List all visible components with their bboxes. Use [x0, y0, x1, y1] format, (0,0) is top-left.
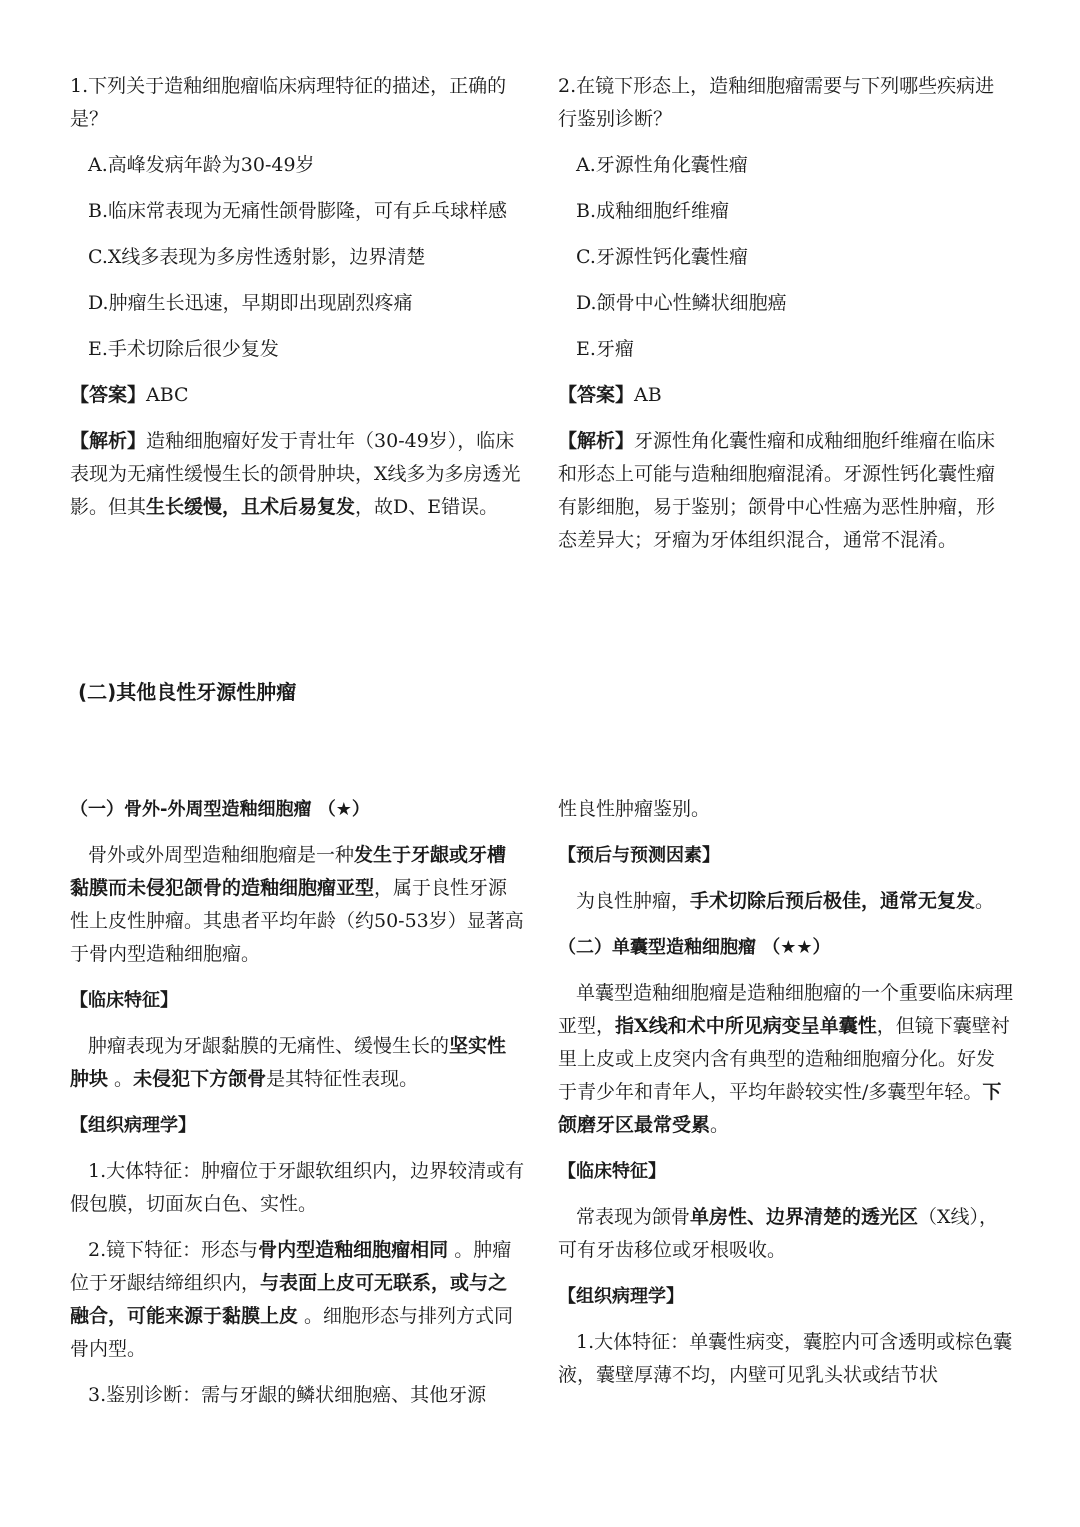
clinical-paragraph [558, 1201, 1013, 1267]
intro-paragraph [70, 839, 525, 971]
option-d: D.肿瘤生长迅速，早期即出现剧烈疼痛 [88, 292, 413, 314]
histo-item-1: 1.大体特征：单囊性病变，囊腔内可含透明或棕色囊液，囊壁厚薄不均，内壁可见乳头状或结节状 [558, 1331, 1013, 1386]
emphasis: 发生于牙龈或牙槽黏膜而未侵犯颌骨的造釉细胞瘤亚型 [70, 844, 507, 899]
answer-label: 【答案】 [558, 384, 635, 406]
text: ，属于良性牙源性上皮性肿瘤。其患者平均年龄（约50-53岁）显著高于骨内型造釉细胞瘤。 [70, 877, 524, 965]
intro-paragraph [558, 977, 1013, 1142]
text: 骨外或外周型造釉细胞瘤是一种 [88, 844, 355, 866]
analysis [558, 425, 1013, 557]
prognosis-label: 【预后与预测因素】 [558, 845, 720, 866]
emphasis: 与表面上皮可无联系，或与之融合，可能来源于黏膜上皮 [70, 1272, 508, 1327]
answer-value: AB [634, 384, 662, 406]
analysis-text: 牙源性角化囊性瘤和成釉细胞纤维瘤在临床和形态上可能与造釉细胞瘤混淆。牙源性钙化囊性瘤有影细胞，易于鉴别；颌骨中心性癌为恶性肿瘤，形态差异大；牙瘤为牙体组织混合，通常不混淆。 [558, 430, 996, 551]
text: 。 [108, 1068, 134, 1090]
emphasis: 单房性、边界清楚的透光区 [690, 1206, 919, 1228]
text: 2.镜下特征：形态与 [88, 1239, 259, 1261]
text: 。肿瘤位于牙龈结缔组织内， [70, 1239, 512, 1294]
question-2-stem: 2.在镜下形态上，造釉细胞瘤需要与下列哪些疾病进行鉴别诊断？ [558, 75, 995, 130]
text: 为良性肿瘤， [576, 890, 691, 912]
histopathology-label: 【组织病理学】 [558, 1286, 684, 1307]
analysis-label: 【解析】 [70, 430, 147, 452]
option-a: A.牙源性角化囊性瘤 [576, 154, 748, 176]
text: 。细胞形态与排列方式同骨内型。 [70, 1305, 514, 1360]
peripheral-ameloblastoma-section [70, 793, 525, 1412]
analysis-label: 【解析】 [558, 430, 635, 452]
option-d: D.颌骨中心性鳞状细胞癌 [576, 292, 787, 314]
text: 是其特征性表现。 [266, 1068, 419, 1090]
emphasis: 未侵犯下方颌骨 [133, 1068, 267, 1090]
subsection-heading: （二）单囊型造釉细胞瘤 （★★） [558, 937, 831, 958]
text: 常表现为颌骨 [576, 1206, 691, 1228]
analysis-text: 造釉细胞瘤好发于青壮年（30-49岁），临床表现为无痛性缓慢生长的颌骨肿块，X线多为多房透光影。但其 [70, 430, 521, 518]
option-c: C.X线多表现为多房性透射影，边界清楚 [88, 246, 426, 268]
option-a: A.高峰发病年龄为30-49岁 [88, 154, 315, 176]
prognosis-paragraph [558, 885, 1013, 918]
option-e: E.手术切除后很少复发 [88, 338, 279, 360]
emphasis: 坚实性肿块 [70, 1035, 507, 1090]
option-b: B.成釉细胞纤维瘤 [576, 200, 730, 222]
text: 。 [710, 1114, 730, 1136]
subsection-heading: （一）骨外-外周型造釉细胞瘤 （★） [70, 799, 370, 820]
histo-item-3: 3.鉴别诊断：需与牙龈的鳞状细胞癌、其他牙源 [88, 1384, 487, 1406]
question-1 [70, 70, 525, 524]
text: （X线），可有牙齿移位或牙根吸收。 [558, 1206, 999, 1261]
answer-label: 【答案】 [70, 384, 147, 406]
option-c: C.牙源性钙化囊性瘤 [576, 246, 748, 268]
continued-text: 性良性肿瘤鉴别。 [558, 798, 711, 820]
emphasis: 骨内型造釉细胞瘤相同 [258, 1239, 449, 1261]
text: 单囊型造釉细胞瘤是造釉细胞瘤的一个重要临床病理亚型， [558, 982, 1014, 1037]
option-b: B.临床常表现为无痛性颌骨膨隆，可有乒乓球样感 [88, 200, 508, 222]
emphasis: 手术切除后预后极佳，通常无复发 [690, 890, 976, 912]
emphasis: 指X线和术中所见病变呈单囊性 [615, 1015, 877, 1037]
emphasis: 下颌磨牙区最常受累 [558, 1081, 1002, 1136]
histo-item-1: 1.大体特征：肿瘤位于牙龈软组织内，边界较清或有假包膜，切面灰白色、实性。 [70, 1160, 525, 1215]
histopathology-label: 【组织病理学】 [70, 1115, 196, 1136]
analysis-emphasis: 生长缓慢，且术后易复发 [146, 496, 356, 518]
question-2 [558, 70, 1013, 557]
text: ，但镜下囊壁衬里上皮或上皮突内含有典型的造釉细胞瘤分化。好发于青少年和青年人，平均年龄较实性/多囊型年轻。 [558, 1015, 1010, 1103]
clinical-label: 【临床特征】 [70, 990, 178, 1011]
text: 。 [975, 890, 995, 912]
question-1-stem: 1.下列关于造釉细胞瘤临床病理特征的描述，正确的是？ [70, 75, 507, 130]
clinical-paragraph [70, 1030, 525, 1096]
section-title: (二)其他良性牙源性肿瘤 [78, 680, 297, 704]
text: 肿瘤表现为牙龈黏膜的无痛性、缓慢生长的 [88, 1035, 450, 1057]
unicystic-ameloblastoma-section [558, 793, 1013, 1392]
option-e: E.牙瘤 [576, 338, 634, 360]
answer [70, 379, 525, 412]
clinical-label: 【临床特征】 [558, 1161, 666, 1182]
analysis-text-end: ，故D、E错误。 [355, 496, 499, 518]
answer [558, 379, 1013, 412]
analysis [70, 425, 525, 524]
answer-value: ABC [146, 384, 189, 406]
histo-item-2 [70, 1234, 525, 1366]
